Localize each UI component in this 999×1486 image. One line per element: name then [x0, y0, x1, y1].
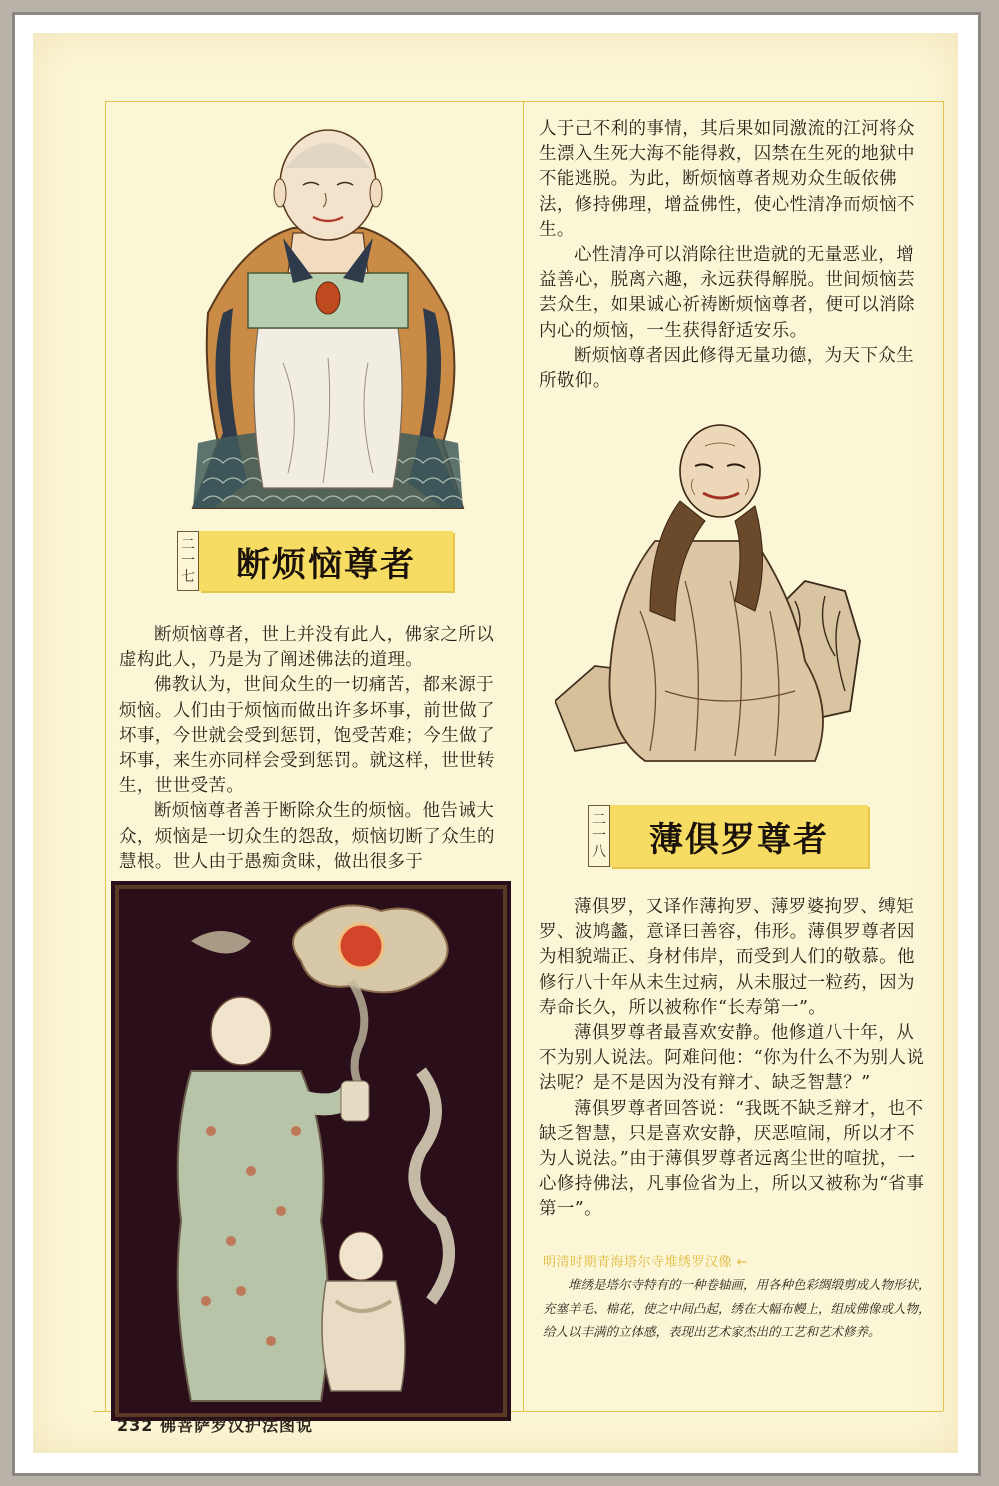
section-218-paragraph: 薄俱罗尊者回答说：“我既不缺乏辩才，也不缺乏智慧，只是喜欢安静，厌恶喧闹，所以才不为人说法。”由于薄俱罗尊者远离尘世的喧扰，一心修持佛法，凡事俭省为上，所以又被称为“省事第一”。 [539, 1098, 925, 1220]
left-column-rule [105, 101, 106, 1411]
photo-caption-title: 明清时期青海塔尔寺堆绣罗汉像 ← [543, 1255, 749, 1270]
embroidered-arhat-photo [111, 881, 511, 1421]
page-footer: 232 佛菩萨罗汉护法图说 [117, 1416, 313, 1435]
center-column-rule [523, 101, 524, 1411]
section-217-paragraph: 断烦恼尊者善于断除众生的烦恼。他告诫大众，烦恼是一切众生的怨敌，烦恼切断了众生的慧根。世人由于愚痴贪昧，做出很多于 [119, 801, 495, 872]
section-218-title: 薄俱罗尊者 [610, 805, 868, 867]
section-218-body [539, 895, 931, 1223]
seated-arhat-illustration [163, 113, 493, 518]
right-column-rule [943, 101, 944, 1411]
section-217-title: 断烦恼尊者 [199, 531, 453, 591]
section-217-paragraph: 佛教认为，世间众生的一切痛苦，都来源于烦恼。人们由于烦恼而做出许多坏事，前世做了坏事，今世就会受到惩罚，饱受苦难；今生做了坏事，来生亦同样会受到惩罚。就这样，世世转生，世世受苦。 [119, 675, 495, 797]
section-218-number: 二 一 八 [588, 805, 610, 867]
section-218-paragraph: 薄俱罗尊者最喜欢安静。他修道八十年，从不为别人说法。阿难问他：“你为什么不为别人说法呢？是不是因为没有辩才、缺乏智慧？” [539, 1023, 925, 1094]
section-217-paragraph: 断烦恼尊者因此修得无量功德，为天下众生所敬仰。 [539, 345, 915, 392]
section-217-continued-body [539, 117, 931, 394]
section-217-number: 二 一 七 [177, 531, 199, 591]
photo-caption-text: 堆绣是塔尔寺特有的一种卷轴画，用各种色彩绸缎剪成人物形状，充塞羊毛、棉花，使之中间凸起，绣在大幅布幔上，组成佛像或人物，给人以丰满的立体感，表现出艺术家杰出的工艺和艺术修养。 [543, 1277, 931, 1339]
section-218-paragraph: 薄俱罗，又译作薄拘罗、薄罗婆拘罗、缚矩罗、波鸠蠡，意译曰善容，伟形。薄俱罗尊者因为相貌端正、身材伟岸，而受到人们的敬慕。他修行八十年从未生过病，从未服过一粒药，因为寿命长久，所以被称作“长寿第一”。 [539, 897, 915, 1018]
elderly-arhat-illustration [555, 411, 885, 791]
page-frame [12, 12, 981, 1476]
section-217-continued-paragraph: 人于己不利的事情，其后果如同激流的江河将众生漂入生死大海不能得救，囚禁在生死的地狱中不能逃脱。为此，断烦恼尊者规劝众生皈依佛法，修持佛理，增益佛性，使心性清净而烦恼不生。 [539, 119, 915, 240]
section-217-title-box [177, 531, 453, 591]
top-rule [105, 101, 943, 102]
section-217-paragraph: 断烦恼尊者，世上并没有此人，佛家之所以虚构此人，乃是为了阐述佛法的道理。 [119, 625, 495, 671]
section-217-paragraph: 心性清净可以消除往世造就的无量恶业，增益善心，脱离六趣，永远获得解脱。世间烦恼芸芸众生，如果诚心祈祷断烦恼尊者，便可以消除内心的烦恼，一生获得舒适安乐。 [539, 245, 915, 341]
section-218-title-box [588, 805, 868, 867]
section-217-body [119, 623, 511, 875]
book-page [33, 33, 958, 1453]
